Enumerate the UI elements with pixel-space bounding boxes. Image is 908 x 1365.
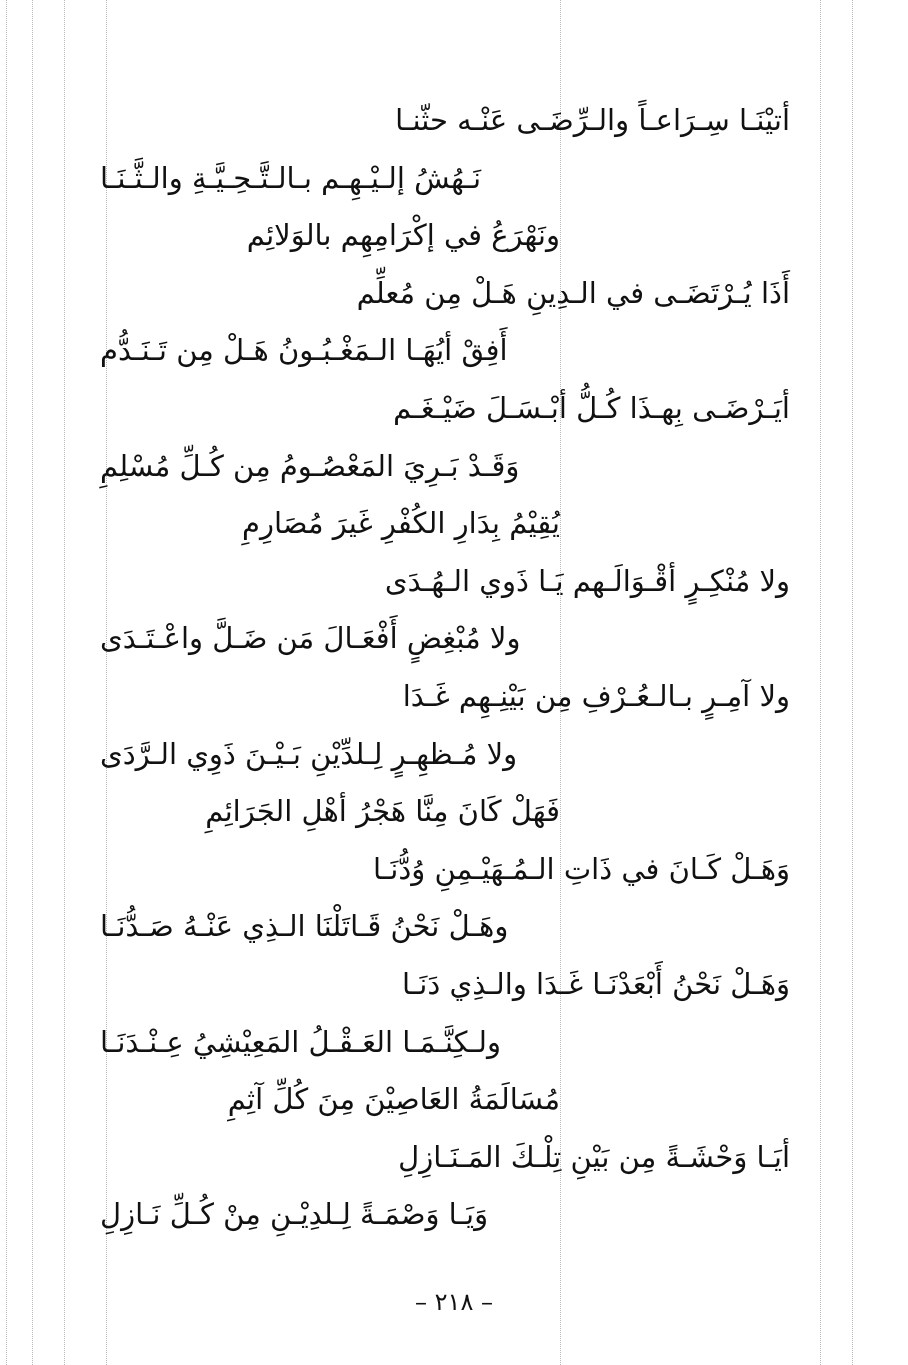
margin-guide-line [852, 0, 853, 1365]
poem-line: أيَـرْضَـى بِهـذَا كُـلُّ أبْـسَـلَ ضَيْـغَـم [393, 390, 790, 425]
poem-line: أَذَا يُـرْتَضَـى في الـدِينِ هَـلْ مِن مُعلِّم [356, 275, 790, 310]
poem-line: وهَـلْ نَحْنُ قَـاتَلْنَا الـذِي عَنْـهُ صَـدُّنَـا [100, 909, 509, 944]
poem-line: أيَـا وَحْشَـةً مِن بَيْنِ تِلْـكَ المَـنَـازِلِ [398, 1139, 790, 1174]
poem-line: ولا آمِـرٍ بـالـعُـرْفِ مِن بَيْنِـهِم غَـدَا [402, 678, 790, 713]
margin-guide-line [6, 0, 7, 1365]
poem-line: ونَهْرَعُ في إكْرَامِهِم بالوَلائِم [246, 218, 560, 253]
poem-line: وَهَـلْ كَـانَ في ذَاتِ الـمُـهَيْـمِنِ وُدُّنَـا [372, 851, 790, 886]
poem-line: ولا مُبْغِضٍ أَفْعَـالَ مَن ضَـلَّ واعْـتَـدَى [100, 621, 521, 656]
poem-line: فَهَلْ كَانَ مِنَّا هَجْرُ أهْلِ الجَرَائِمِ [205, 794, 560, 829]
poem-line: وَقَـدْ بَـرِيَ المَعْصُـومُ مِن كُـلِّ مُسْلِمِ [100, 448, 520, 483]
margin-guide-line [64, 0, 65, 1365]
poem-line: ولا مُنْكِـرٍ أقْـوَالَـهم يَـا ذَوي الـهُـدَى [384, 563, 790, 598]
margin-guide-line [820, 0, 821, 1365]
poem-line: ولا مُـظهِـرٍ لِـلدِّيْنِ بَـيْـنَ ذَوِي الـرَّدَى [100, 736, 518, 771]
poem-line: أتيْنَـا سِـرَاعـاً والـرِّضَـى عَنْـه حثّنـا [395, 103, 790, 137]
poem-line: يُقِيْمُ بِدَارِ الكُفْرِ غَيرَ مُصَارِمِ [242, 506, 560, 541]
page-number: – ٢١٨ – [415, 1288, 493, 1316]
poem-line: مُسَالَمَةُ العَاصِيْنَ مِنَ كُلِّ آثِمِ [227, 1082, 560, 1117]
poem-line: وَهَـلْ نَحْنُ أَبْعَدْنَـا غَـدَا والـذِي دَنَـا [401, 966, 790, 1001]
margin-guide-line [32, 0, 33, 1365]
poem-line: نَـهُشُ إلـيْـهِـم بـالـتَّـحِـيَّـةِ والـثَّـنَـا [100, 160, 482, 195]
poem-line: وَيَـا وَصْمَـةً لِـلدِيْـنِ مِنْ كُـلِّ نَـازِلِ [100, 1197, 489, 1232]
poem-line: أَفِقْ أيُهَـا الـمَغْـبُـونُ هَـلْ مِن تَـنَـدُّم [100, 333, 508, 368]
poem-line: ولـكِنَّـمَـا العَـقْـلُ المَعِيْشِيُ عِـنْـدَنَـا [100, 1024, 501, 1059]
poem-body [100, 92, 790, 1244]
